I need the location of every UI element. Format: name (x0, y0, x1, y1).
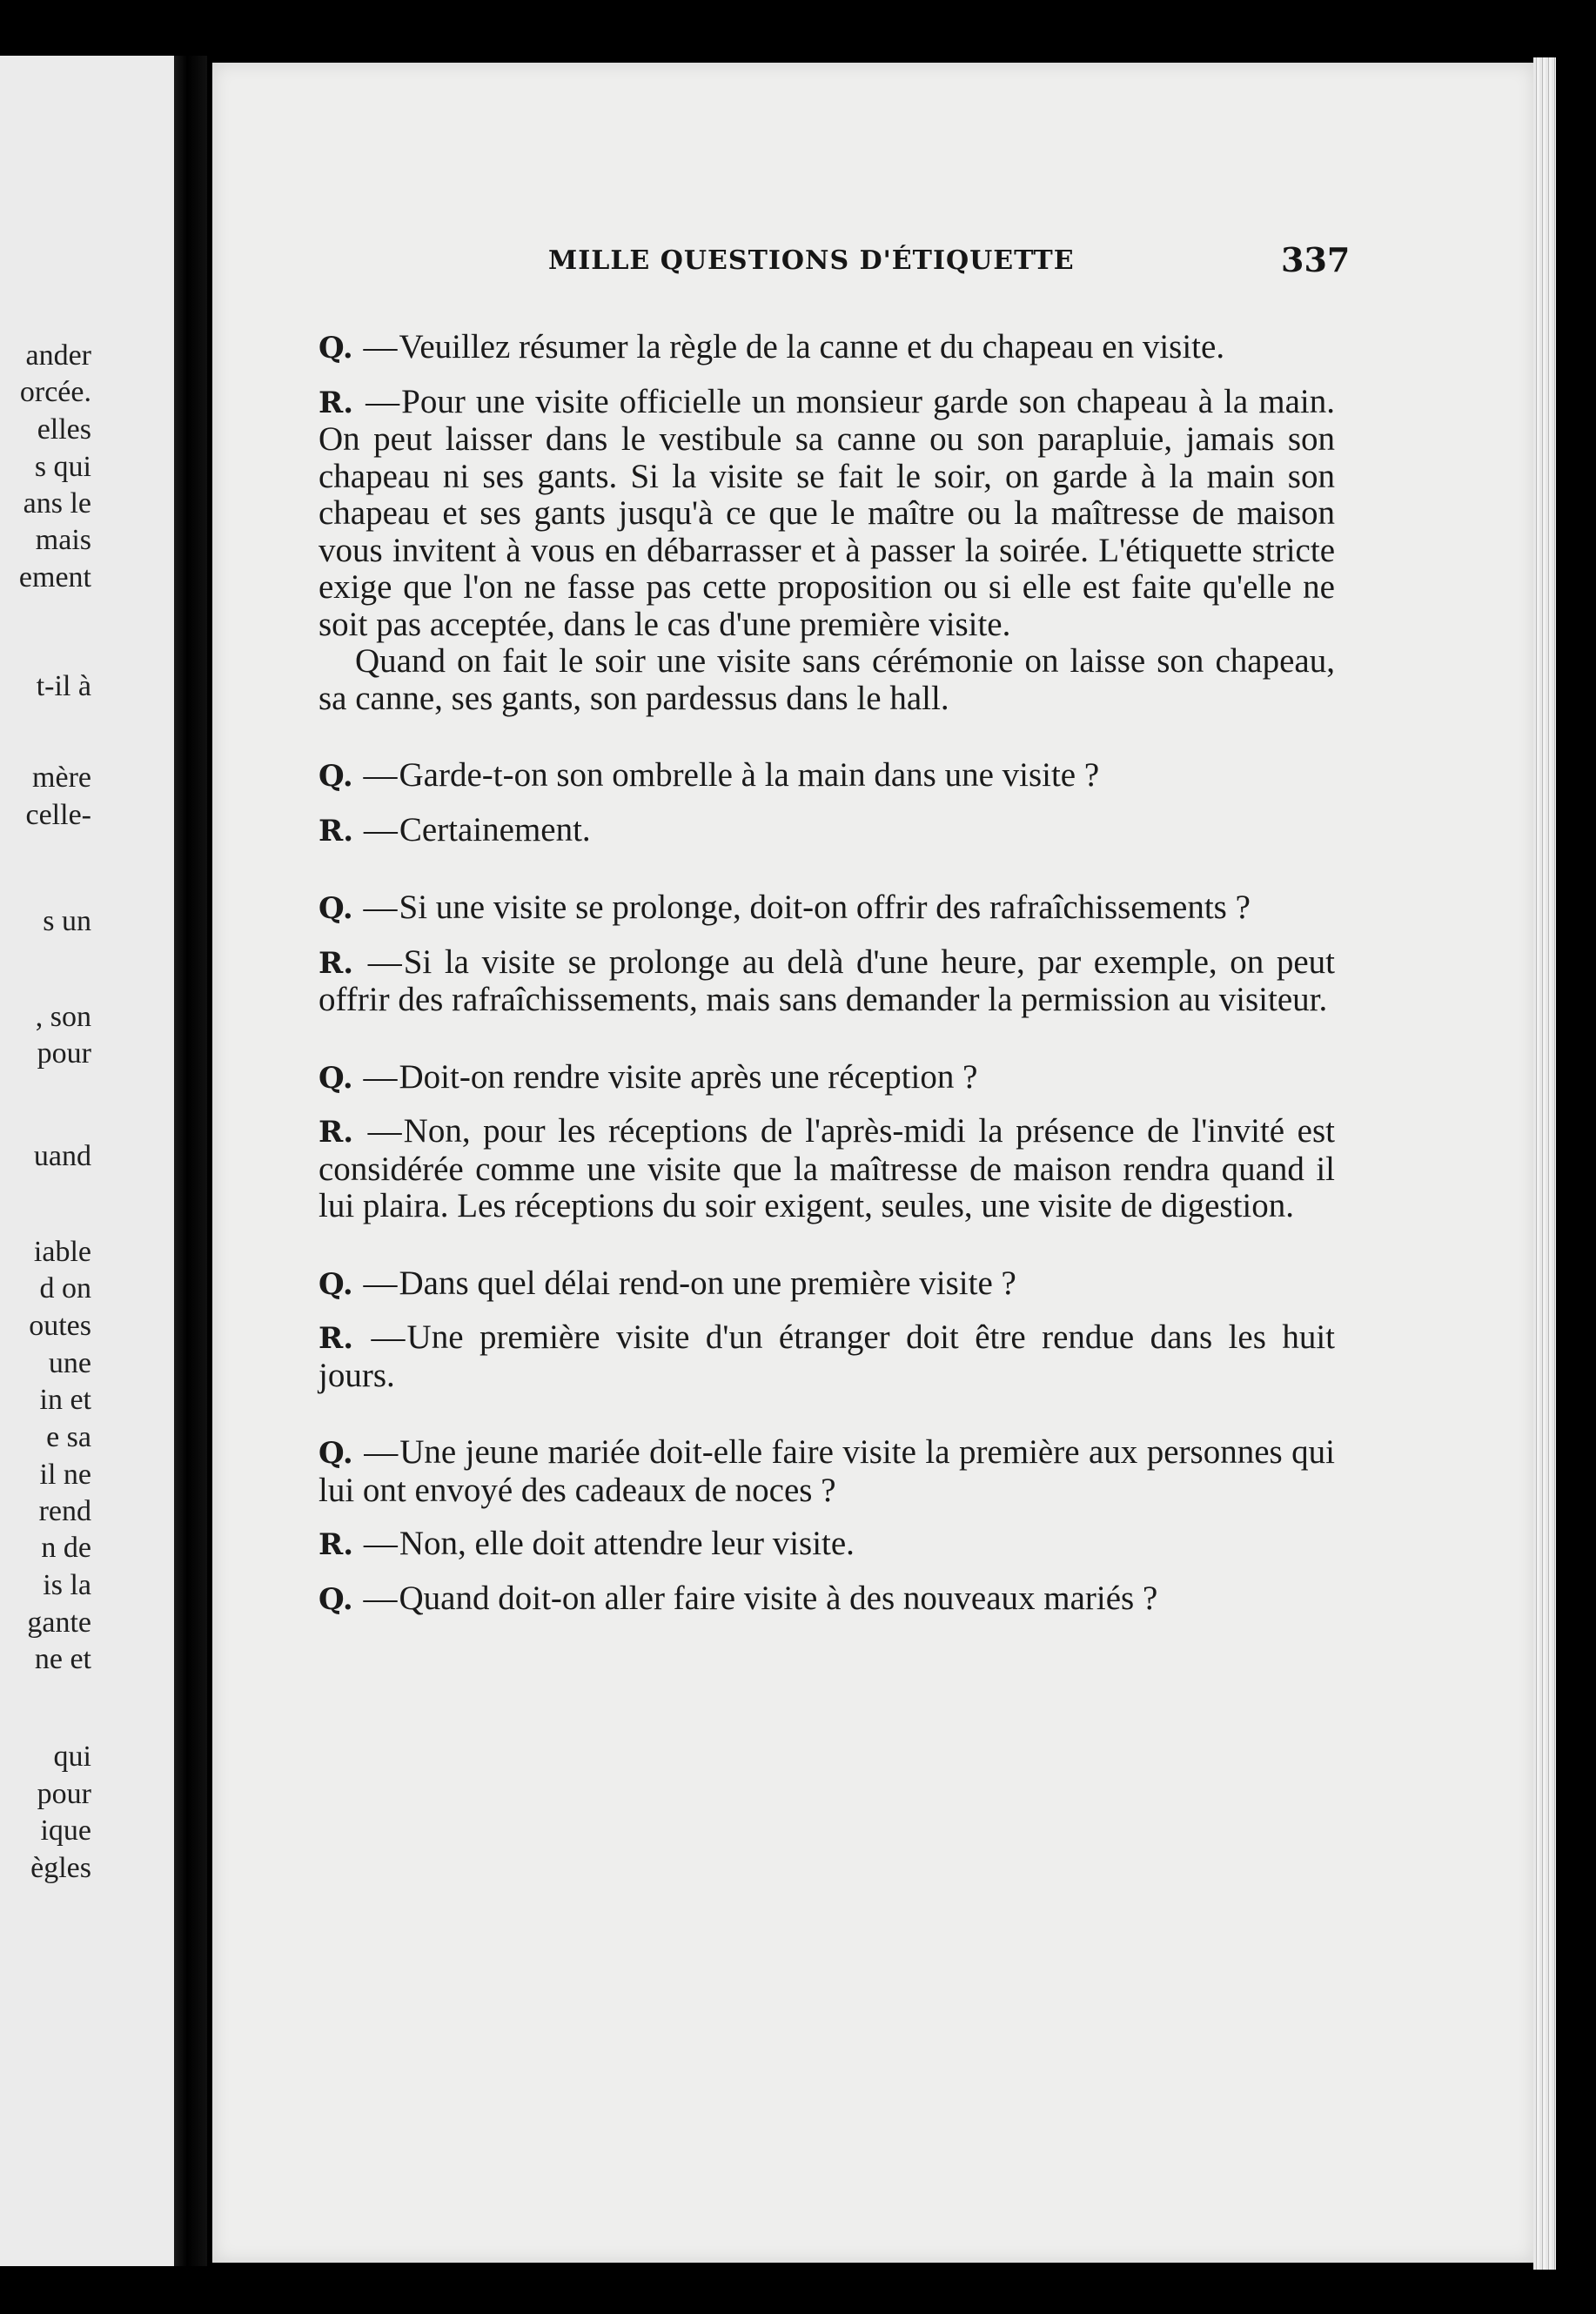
question-entry (319, 757, 1335, 795)
entry-text: Si une visite se prolonge, doit-on offrir des rafraîchissements ? (399, 889, 1251, 926)
previous-page-fragment: rend (38, 1495, 91, 1527)
entry-dash: — (363, 1579, 398, 1617)
entry-dash: — (363, 810, 398, 848)
entry-dash: — (363, 756, 398, 794)
previous-page-fragment: pour (37, 1778, 91, 1810)
previous-page-fragment: une (48, 1347, 91, 1379)
answer-continuation (319, 643, 1335, 717)
previous-page-fragment: il ne (39, 1459, 91, 1491)
entry-marker: Q. (319, 1266, 353, 1302)
previous-page-fragment: mère (32, 761, 91, 794)
answer-entry (319, 944, 1335, 1019)
entry-text: Certainement. (399, 810, 591, 848)
entry-dash: — (365, 382, 400, 420)
page-stack-edge (1533, 57, 1556, 2270)
entry-text: Non, pour les réceptions de l'après-midi la présence de l'invité est considérée comme une visite que la maîtresse de maison rendra quand il lui plaira. Les réceptions du soir exigent, seules, une visite de digestion. (319, 1112, 1335, 1224)
previous-page-fragment: pour (37, 1037, 91, 1070)
answer-entry (319, 384, 1335, 644)
entry-text: Quand on fait le soir une visite sans cérémonie on laisse son chapeau, sa canne, ses gants, son pardessus dans le hall. (319, 642, 1335, 717)
entry-marker: Q. (319, 759, 353, 794)
entry-text: Quand doit-on aller faire visite à des nouveaux mariés ? (399, 1579, 1158, 1617)
previous-page-fragment: s qui (34, 451, 91, 483)
previous-page-fragment: t-il à (36, 670, 91, 702)
answer-entry (319, 1526, 1335, 1564)
previous-page-fragment: celle- (25, 799, 91, 831)
previous-page-fragment: gante (27, 1606, 91, 1639)
question-entry (319, 1265, 1335, 1304)
entry-marker: Q. (319, 891, 353, 926)
previous-page-fragment: mais (35, 524, 91, 556)
previous-page-fragment: ne et (34, 1643, 91, 1675)
entry-text: Veuillez résumer la règle de la canne et du chapeau en visite. (399, 328, 1225, 366)
previous-page-fragment: outes (29, 1310, 91, 1342)
entry-marker: Q. (319, 1581, 353, 1617)
entry-marker: R. (319, 1321, 354, 1356)
entry-text: Doit-on rendre visite après une réception ? (399, 1057, 978, 1096)
answer-entry (319, 1113, 1335, 1225)
previous-page-fragment: orcée. (19, 376, 91, 408)
previous-page-fragment: s un (43, 905, 91, 937)
entry-dash: — (367, 942, 402, 981)
previous-page-fragment: ander (25, 339, 91, 372)
answer-entry (319, 812, 1335, 850)
previous-page-fragment: ègles (30, 1852, 91, 1884)
entry-text: Garde-t-on son ombrelle à la main dans une visite ? (399, 756, 1100, 794)
entry-dash: — (367, 1112, 402, 1150)
previous-page-fragment: uand (33, 1140, 91, 1172)
previous-page-fragment: elles (37, 413, 91, 446)
entry-dash: — (363, 889, 398, 926)
entry-dash: — (371, 1318, 406, 1356)
entry-marker: Q. (319, 331, 353, 366)
entry-dash: — (363, 1264, 398, 1302)
entry-dash: — (363, 1057, 398, 1096)
entry-text: Si la visite se prolonge au delà d'une heure, par exemple, on peut offrir des rafraîchissements, mais sans demander la permission au visiteur. (319, 942, 1335, 1018)
previous-page-fragment: in et (39, 1384, 91, 1416)
previous-page-fragment: ement (18, 561, 91, 594)
entry-dash: — (363, 1525, 398, 1562)
entry-marker: R. (319, 1527, 354, 1562)
question-entry (319, 889, 1335, 928)
answer-entry (319, 1319, 1335, 1394)
entry-marker: R. (319, 1115, 354, 1150)
previous-page-fragment: qui (53, 1741, 91, 1773)
entry-marker: R. (319, 385, 354, 420)
previous-page-edge (0, 56, 174, 2266)
question-entry (319, 1580, 1335, 1619)
entry-text: Non, elle doit attendre leur visite. (399, 1525, 855, 1562)
entry-dash: — (364, 1433, 399, 1471)
previous-page-fragment: d on (39, 1272, 91, 1305)
entry-marker: R. (319, 945, 354, 981)
previous-page-fragment: is la (43, 1569, 91, 1601)
entry-marker: Q. (319, 1436, 353, 1471)
entry-text: Pour une visite officielle un monsieur garde son chapeau à la main. On peut laisser dans le vestibule sa canne ou son parapluie, jamais son chapeau ni ses gants. Si la visite se fait le soir, on garde à la main son chapeau et ses gants jusqu'à ce que le maître ou la maîtresse de maison vous invitent à vous en débarrasser et à passer la soirée. L'étiquette stricte exige que l'on ne fasse pas cette proposition ou si elle est faite qu'elle ne soit pas acceptée, dans le cas d'une première visite. (319, 382, 1335, 643)
entry-marker: R. (319, 813, 354, 848)
previous-page-fragment: , son (35, 1001, 91, 1033)
qa-content (319, 329, 1335, 1618)
page-number: 337 (1281, 240, 1351, 279)
entry-dash: — (363, 328, 398, 366)
question-entry (319, 1059, 1335, 1097)
question-entry (319, 329, 1335, 367)
running-title: MILLE QUESTIONS D'ÉTIQUETTE (548, 245, 1075, 276)
previous-page-fragment: iable (33, 1236, 91, 1268)
book-gutter (174, 56, 207, 2266)
entry-text: Dans quel délai rend-on une première visite ? (399, 1264, 1016, 1302)
question-entry (319, 1434, 1335, 1509)
previous-page-fragment: e sa (46, 1421, 91, 1453)
previous-page-fragment: ans le (23, 487, 91, 520)
previous-page-fragment: ique (40, 1814, 91, 1847)
entry-text: Une jeune mariée doit-elle faire visite la première aux personnes qui lui ont envoyé des cadeaux de noces ? (319, 1433, 1335, 1509)
entry-text: Une première visite d'un étranger doit être rendue dans les huit jours. (319, 1318, 1336, 1394)
previous-page-fragment: n de (41, 1532, 91, 1564)
entry-marker: Q. (319, 1060, 353, 1096)
